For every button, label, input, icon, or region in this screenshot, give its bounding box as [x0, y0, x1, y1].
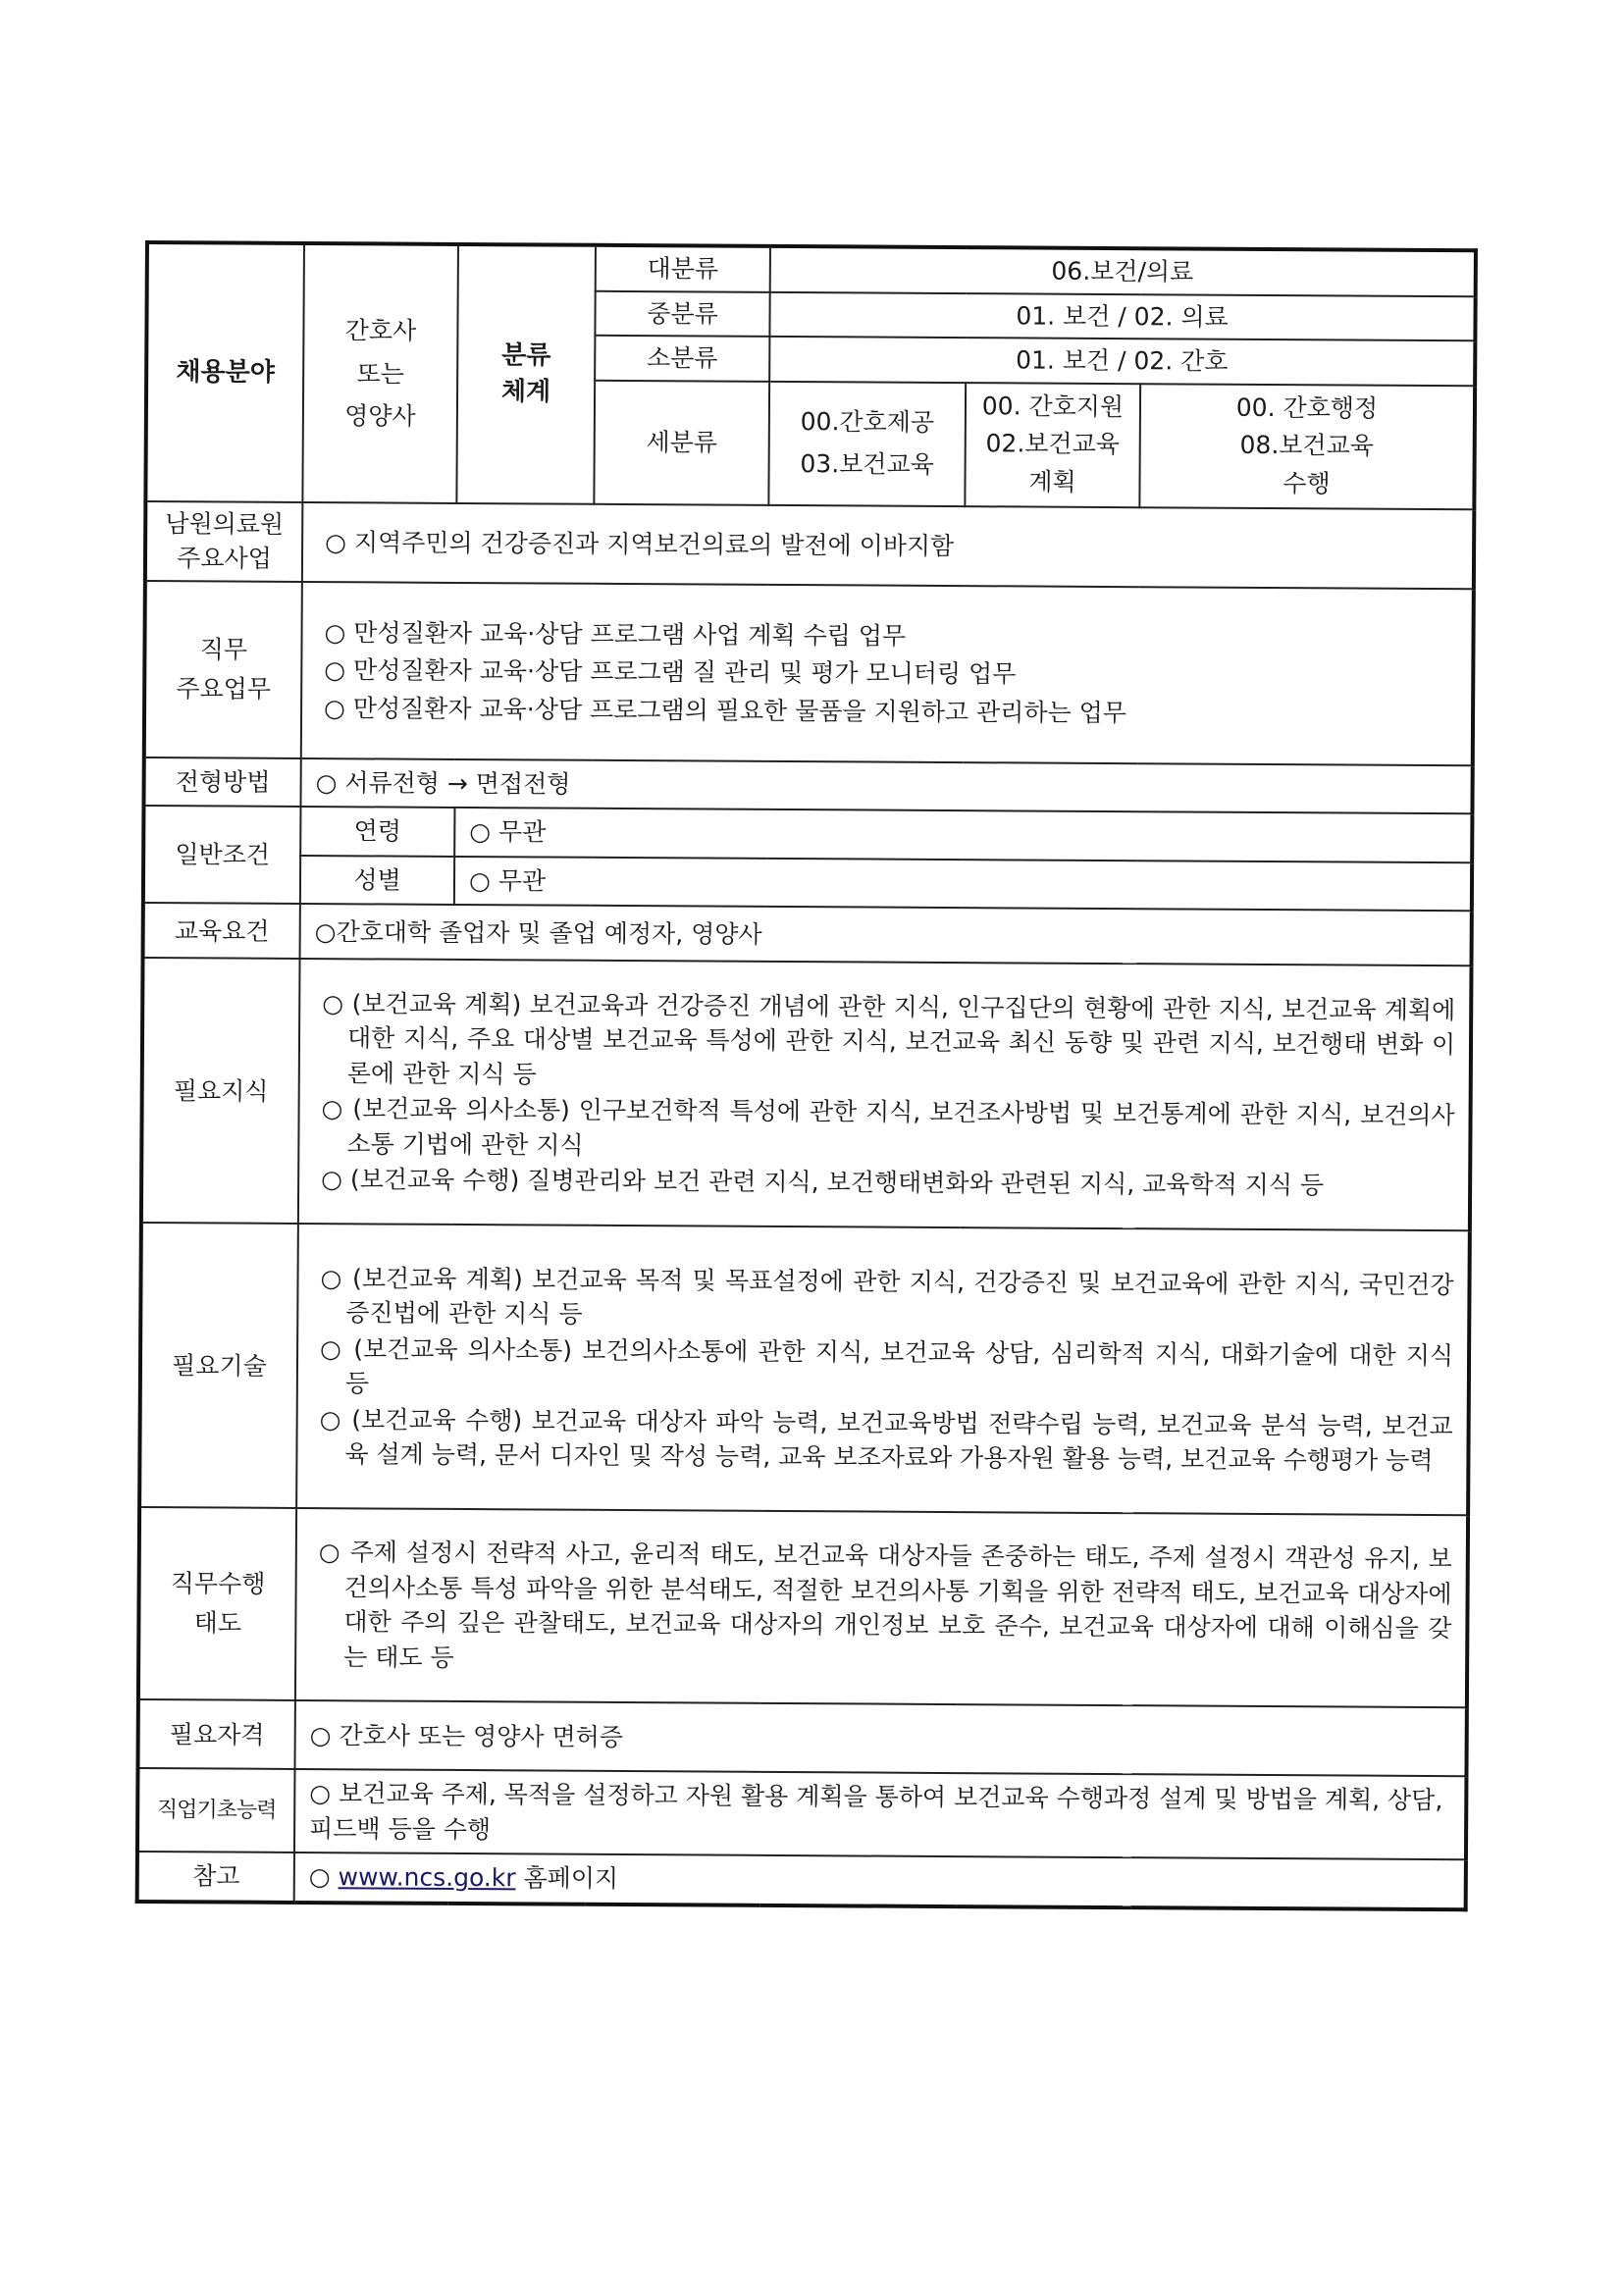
knowledge-content: [298, 959, 1472, 1230]
sub-category-value-1: 00.간호제공 03.보건교육: [768, 381, 966, 505]
education-value: ○간호대학 졸업자 및 졸업 예정자, 영양사: [300, 904, 1472, 965]
sub-category-value-2: 00. 간호지원 02.보건교육 계획: [965, 383, 1140, 507]
age-label: 연령: [300, 807, 454, 856]
reference-row: [137, 1852, 1466, 1909]
skill-item: ○ (보건교육 의사소통) 보건의사소통에 관한 지식, 보건교육 상담, 심리학적 지식, 대화기술에 대한 지식 등: [320, 1333, 1454, 1398]
license-label: 필요자격: [137, 1699, 294, 1769]
selection-row: [143, 757, 1472, 814]
skill-item: ○ (보건교육 계획) 보건교육 목적 및 목표설정에 관한 지식, 건강증진 및 보건교육에 관한 지식, 국민건강증진법에 관한 지식 등: [320, 1263, 1454, 1329]
education-label: 교육요건: [143, 903, 300, 959]
knowledge-label: 필요지식: [141, 958, 300, 1224]
skills-label: 필요기술: [139, 1223, 298, 1508]
minor-category-label: 소분류: [595, 336, 769, 382]
skill-item: ○ (보건교육 수행) 보건교육 대상자 파악 능력, 보건교육방법 전략수립 능력, 보건교육 분석 능력, 보건교육 설계 능력, 문서 디자인 및 작성 능력, 교육 보조자료와 가용자원 활용 능력, 보건교육 수행평가 능력: [319, 1404, 1453, 1476]
reference-value: ○ www.ncs.go.kr 홈페이지: [294, 1852, 1466, 1909]
knowledge-item: ○ (보건교육 수행) 질병관리와 보건 관련 지식, 보건행태변화와 관련된 지식, 교육학적 지식 등: [321, 1165, 1325, 1200]
sub-category-value-3: 00. 간호행정 08.보건교육 수행: [1139, 384, 1475, 509]
attitude-item: ○ 주제 설정시 전략적 사고, 윤리적 태도, 보건교육 대상자들 존중하는 태도, 주제 설정시 객관성 유지, 보건의사소통 특성 파악을 위한 분석태도, 적절한 보건의사통 기획을 위한 전략적 태도, 보건교육 대상자에 대한 주의 깊은 관찰태도, 보건교육 대상자의 개인정보 보호 준수, 보건교육 대상자에 대해 이해심을 갖는 태도 등: [318, 1538, 1452, 1672]
knowledge-row: [141, 958, 1472, 1230]
selection-value: ○ 서류전형 → 면접전형: [300, 758, 1472, 814]
business-item: ○ 지역주민의 건강증진과 지역보건의료의 발전에 이바지함: [325, 527, 955, 560]
knowledge-item: ○ (보건교육 계획) 보건교육과 건강증진 개념에 관한 지식, 인구집단의 현황에 관한 지식, 보건교육 계획에 대한 지식, 주요 대상별 보건교육 특성에 관한 지식, 보건교육 최신 동향 및 관련 지식, 보건행태 변화 이론에 관한 지식 등: [322, 988, 1456, 1089]
field-label: 채용분야: [145, 242, 304, 502]
education-row: [143, 903, 1472, 965]
duties-row: [144, 581, 1474, 765]
basic-ability-value: ○ 보건교육 주제, 목적을 설정하고 자원 활용 계획을 통하여 보건교육 수행과정 설계 및 방법을 계획, 상담, 피드백 등을 수행: [294, 1769, 1467, 1859]
duty-item: ○ 만성질환자 교육·상담 프로그램 사업 계획 수립 업무: [324, 617, 907, 651]
selection-label: 전형방법: [143, 757, 300, 807]
basic-ability-label: 직업기초능력: [137, 1768, 295, 1852]
duty-item: ○ 만성질환자 교육·상담 프로그램의 필요한 물품을 지원하고 관리하는 업무: [324, 693, 1127, 727]
attitude-row: [138, 1507, 1468, 1707]
duties-content: [301, 582, 1474, 765]
ncs-website-link[interactable]: www.ncs.go.kr: [338, 1862, 516, 1893]
license-row: [137, 1699, 1466, 1776]
attitude-content: [295, 1508, 1468, 1707]
skills-row: [139, 1223, 1470, 1515]
major-category-label: 대분류: [596, 245, 770, 292]
age-value: ○ 무관: [454, 808, 1472, 862]
license-value: ○ 간호사 또는 영양사 면허증: [294, 1700, 1466, 1776]
general-conditions-label: 일반조건: [143, 806, 301, 904]
basic-ability-row: [137, 1768, 1467, 1859]
gender-row: [143, 855, 1472, 912]
major-category-value: 06.보건/의료: [770, 246, 1476, 296]
field-value: 간호사 또는 영양사: [302, 243, 458, 503]
minor-category-value: 01. 보건 / 02. 간호: [769, 337, 1475, 386]
job-description-table: [135, 240, 1478, 1911]
reference-label: 참고: [137, 1852, 294, 1902]
header-row-major: [147, 242, 1476, 296]
knowledge-item: ○ (보건교육 의사소통) 인구보건학적 특성에 관한 지식, 보건조사방법 및 보건통계에 관한 지식, 보건의사소통 기법에 관한 지식: [321, 1094, 1455, 1160]
gender-value: ○ 무관: [454, 857, 1472, 912]
duties-label: 직무 주요업무: [144, 581, 302, 758]
middle-category-label: 중분류: [595, 290, 769, 337]
middle-category-value: 01. 보건 / 02. 의료: [769, 291, 1475, 340]
business-row: [145, 501, 1474, 589]
attitude-label: 직무수행 태도: [138, 1507, 296, 1700]
business-label: 남원의료원 주요사업: [145, 501, 302, 582]
business-content: [302, 502, 1474, 589]
gender-label: 성별: [300, 856, 454, 905]
sub-category-label: 세분류: [594, 380, 769, 504]
duty-item: ○ 만성질환자 교육·상담 프로그램 질 관리 및 평가 모니터링 업무: [324, 655, 1017, 689]
age-row: [143, 806, 1472, 862]
classification-label: 분류 체계: [456, 244, 596, 504]
skills-content: [296, 1224, 1470, 1515]
